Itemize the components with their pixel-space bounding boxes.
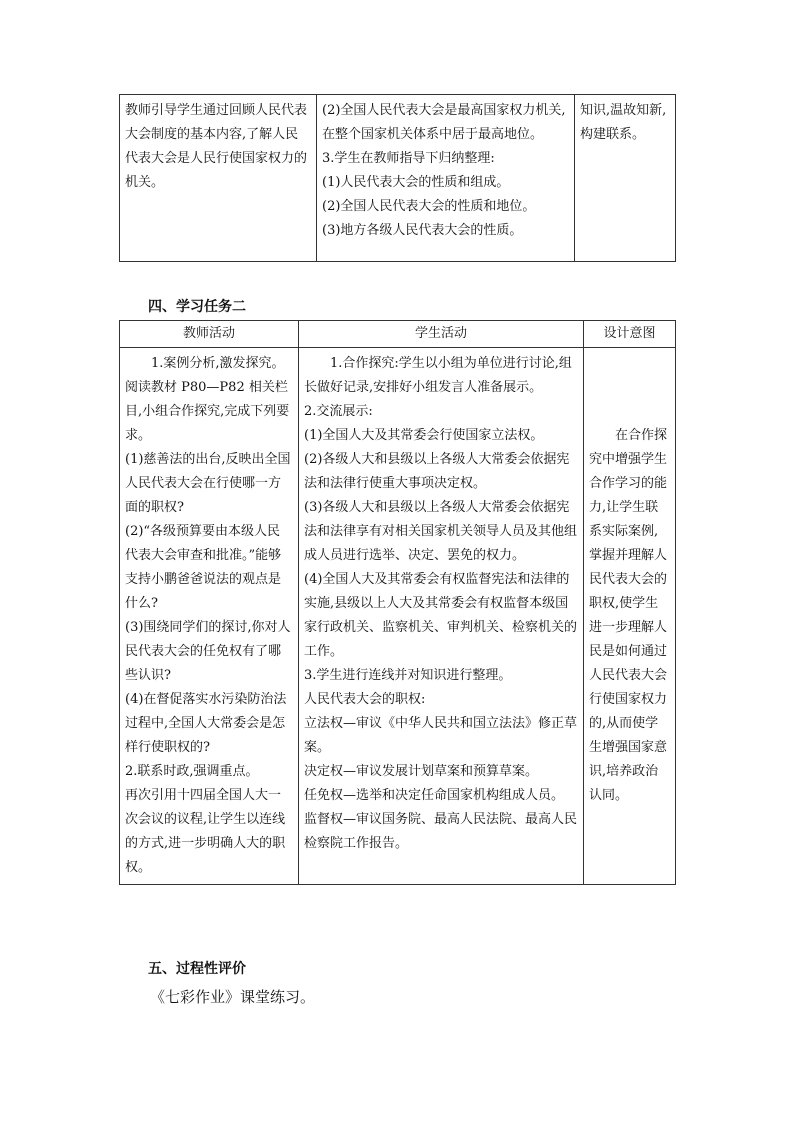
student-line: 1.合作探究:学生以小组为单位进行讨论,组长做好记录,安排好小组发言人准备展示。	[304, 356, 572, 395]
section-four-heading: 四、学习任务二	[148, 299, 246, 315]
student-line: 2.交流展示:	[304, 404, 373, 419]
design-text: 在合作探究中增强学生合作学习的能力,让学生联系实际案例,掌握并理解人民代表大会的职权,使学生进一步理解人民是如何通过人民代表大会行使国家权力的,从而使学生增强国家意识,培养政治认同。	[589, 428, 668, 803]
student-line: 人民代表大会的职权:	[304, 692, 426, 707]
teacher-cell	[120, 348, 299, 885]
table-row	[120, 348, 676, 885]
teacher-line: 阅读教材 P80—P82 相关栏目,小组合作探究,完成下列要求。	[125, 380, 290, 443]
student-line: 监督权—审议国务院、最高人民法院、最高人民检察院工作报告。	[304, 812, 578, 851]
student-line: (1)人民代表大会的性质和组成。	[322, 175, 510, 190]
student-line: (3)地方各级人民代表大会的性质。	[322, 223, 523, 238]
teacher-line: 1.案例分析,激发探究。	[151, 356, 285, 371]
student-line: 3.学生进行连线并对知识进行整理。	[304, 668, 512, 683]
student-line: 决定权—审议发展计划草案和预算草案。	[304, 764, 539, 779]
teacher-cell	[120, 95, 317, 262]
teacher-line: (3)围绕同学们的探讨,你对人民代表大会的任免权有了哪些认识?	[125, 620, 291, 683]
student-line: (4)全国人大及其常委会有权监督宪法和法律的实施,县级以上人大及其常委会有权监督本级国家行政机关、监察机关、审判机关、检察机关的工作。	[304, 572, 578, 659]
teacher-text: 教师引导学生通过回顾人民代表大会制度的基本内容,了解人民代表大会是人民行使国家权力的机关。	[125, 103, 308, 190]
teacher-line: (2)“各级预算要由本级人民代表大会审查和批准。”能够支持小鹏爸爸说法的观点是什么?	[125, 524, 282, 611]
header-teacher: 教师活动	[120, 321, 299, 348]
teacher-line: (1)慈善法的出台,反映出全国人民代表大会在行使哪一方面的职权?	[125, 452, 291, 515]
student-line: 立法权—审议《中华人民共和国立法法》修正草案。	[304, 716, 578, 755]
table-row	[120, 95, 676, 262]
table-header-row	[120, 321, 676, 348]
student-line: (3)各级人大和县级以上各级人大常委会依据宪法和法律享有对相关国家机关领导人员及其他组成人员进行选举、决定、罢免的权力。	[304, 500, 578, 563]
design-cell	[584, 348, 676, 885]
student-cell	[317, 95, 575, 262]
student-line: 任免权—选举和决定任命国家机构组成人员。	[304, 788, 565, 803]
student-line: (1)全国人大及其常委会行使国家立法权。	[304, 428, 544, 443]
section-five-heading: 五、过程性评价	[148, 961, 246, 977]
student-line: (2)全国人民代表大会是最高国家权力机关,在整个国家机关体系中居于最高地位。	[322, 103, 566, 142]
learning-task-table	[119, 320, 676, 885]
student-cell	[299, 348, 584, 885]
student-line: 3.学生在教师指导下归纳整理:	[322, 151, 495, 166]
header-student: 学生活动	[299, 321, 584, 348]
student-line: (2)全国人民代表大会的性质和地位。	[322, 199, 536, 214]
design-text: 知识,温故知新,构建联系。	[580, 103, 667, 142]
teacher-line: 2.联系时政,强调重点。	[125, 764, 259, 779]
top-activity-table	[119, 94, 676, 262]
student-line: (2)各级人大和县级以上各级人大常委会依据宪法和法律行使重大事项决定权。	[304, 452, 570, 491]
practice-text: 《七彩作业》课堂练习。	[150, 988, 316, 1006]
design-cell	[575, 95, 676, 262]
teacher-line: (4)在督促落实水污染防治法过程中,全国人大常委会是怎样行使职权的?	[125, 692, 287, 755]
teacher-line: 再次引用十四届全国人大一次会议的议程,让学生以连线的方式,进一步明确人大的职权。	[125, 788, 286, 875]
header-design: 设计意图	[584, 321, 676, 348]
